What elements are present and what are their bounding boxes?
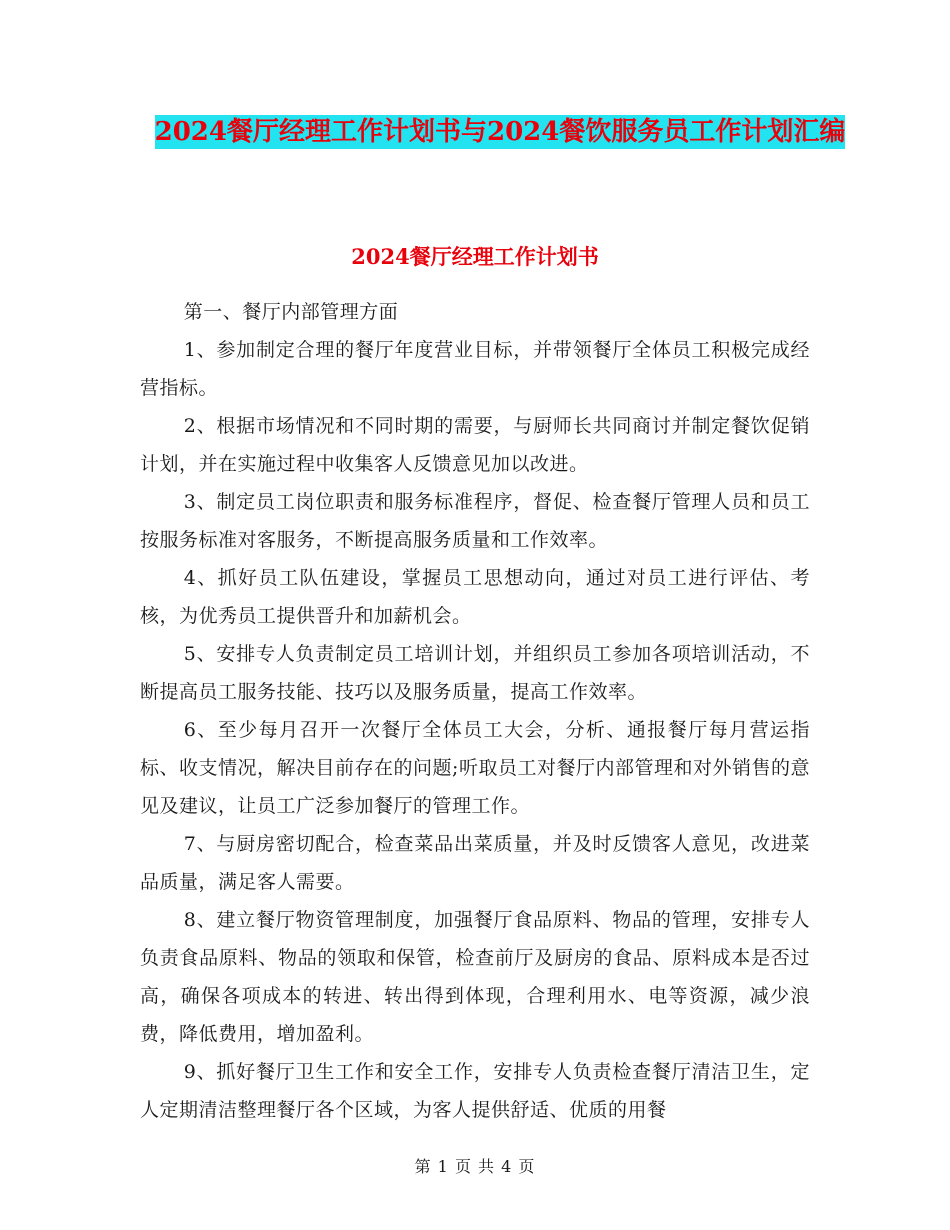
paragraph: 3、制定员工岗位职责和服务标准程序，督促、检查餐厅管理人员和员工按服务标准对客服务，不断提高服务质量和工作效率。 — [140, 491, 810, 551]
section-title: 2024餐厅经理工作计划书 — [351, 244, 599, 269]
paragraph: 5、安排专人负责制定员工培训计划，并组织员工参加各项培训活动，不断提高员工服务技能、技巧以及服务质量，提高工作效率。 — [140, 643, 810, 703]
paragraph-heading: 第一、餐厅内部管理方面 — [183, 301, 399, 323]
document-body — [140, 293, 810, 1129]
paragraph: 6、至少每月召开一次餐厅全体员工大会，分析、通报餐厅每月营运指标、收支情况，解决目前存在的问题;听取员工对餐厅内部管理和对外销售的意见及建议，让员工广泛参加餐厅的管理工作。 — [140, 719, 810, 817]
document-title-text: 2024餐厅经理工作计划书与2024餐饮服务员工作计划汇编 — [154, 117, 846, 147]
document-title — [140, 108, 860, 156]
paragraph: 8、建立餐厅物资管理制度，加强餐厅食品原料、物品的管理，安排专人负责食品原料、物品的领取和保管，检查前厅及厨房的食品、原料成本是否过高，确保各项成本的转进、转出得到体现，合理利用水、电等资源，减少浪费，降低费用，增加盈利。 — [140, 909, 810, 1045]
paragraph: 4、抓好员工队伍建设，掌握员工思想动向，通过对员工进行评估、考核，为优秀员工提供晋升和加薪机会。 — [140, 567, 810, 627]
page-footer: 第 1 页 共 4 页 — [414, 1157, 536, 1176]
paragraph: 7、与厨房密切配合，检查菜品出菜质量，并及时反馈客人意见，改进菜品质量，满足客人需要。 — [140, 833, 810, 893]
paragraph: 9、抓好餐厅卫生工作和安全工作，安排专人负责检查餐厅清洁卫生，定人定期清洁整理餐厅各个区域，为客人提供舒适、优质的用餐 — [140, 1061, 810, 1121]
paragraph: 2、根据市场情况和不同时期的需要，与厨师长共同商讨并制定餐饮促销计划，并在实施过程中收集客人反馈意见加以改进。 — [140, 415, 810, 475]
paragraph: 1、参加制定合理的餐厅年度营业目标，并带领餐厅全体员工积极完成经营指标。 — [140, 339, 810, 399]
